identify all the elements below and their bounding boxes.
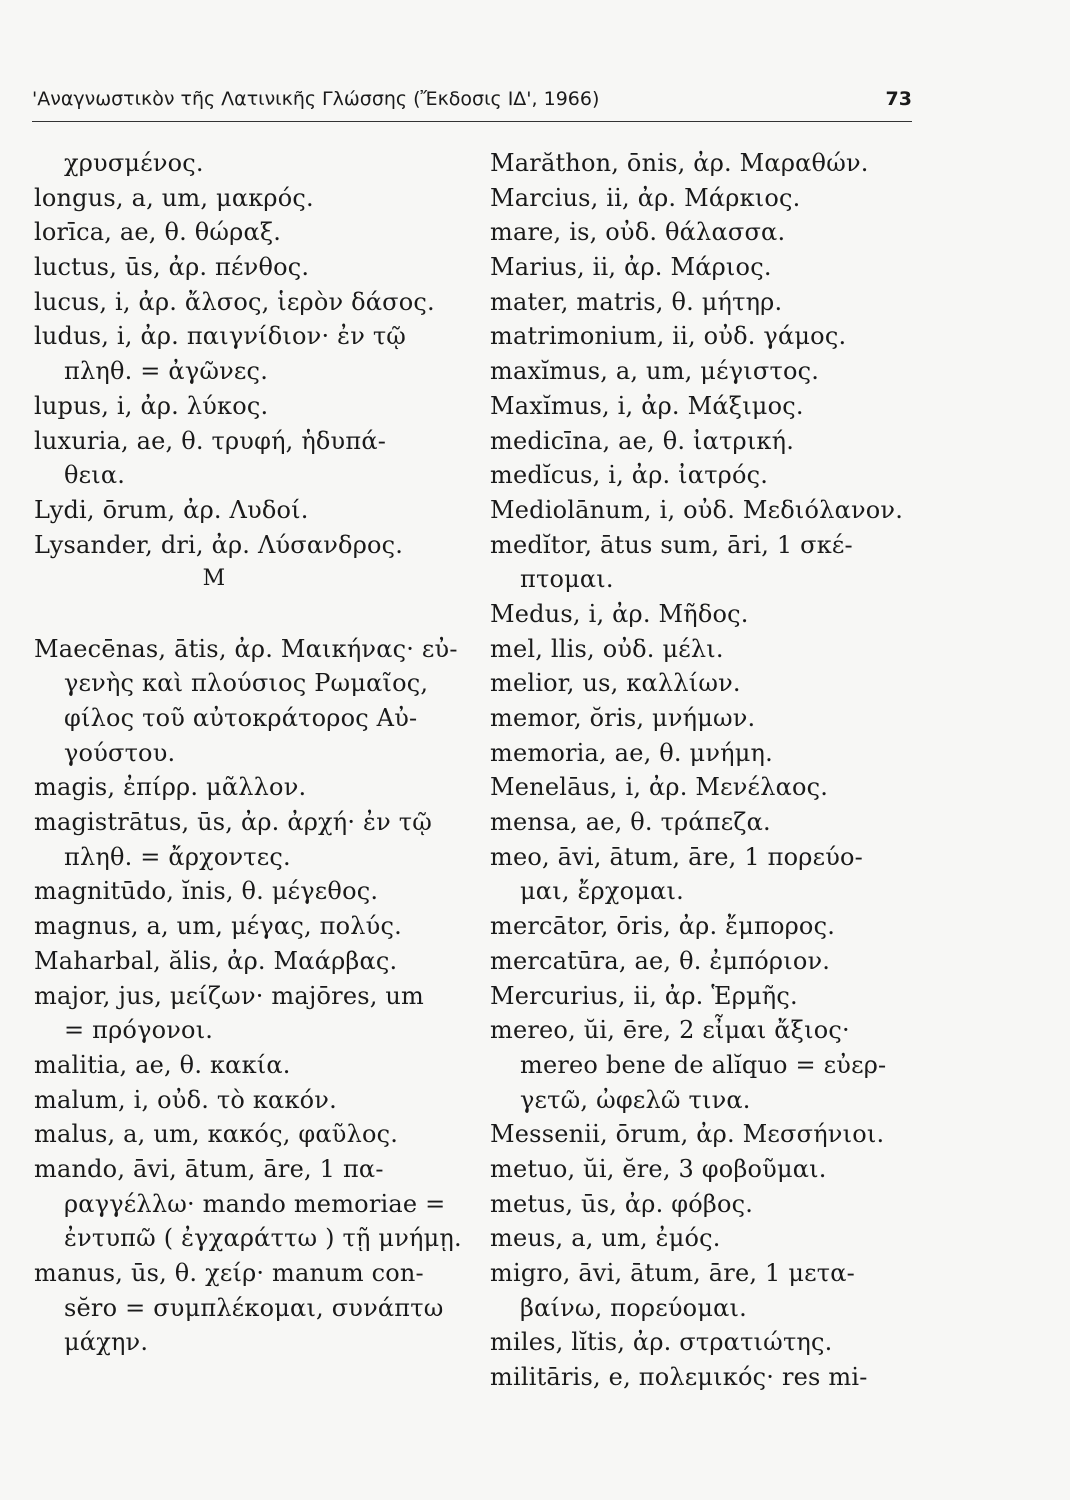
- dictionary-entry: mercatūra, ae, θ. ἐμπόριον.: [490, 946, 831, 975]
- entry-continuation: γετῶ, ὠφελῶ τινα.: [520, 1085, 751, 1114]
- section-heading: M: [202, 566, 226, 592]
- dictionary-entry: maxĭmus, a, um, μέγιστος.: [490, 357, 820, 386]
- dictionary-entry: mel, llis, οὐδ. μέλι.: [490, 634, 724, 663]
- dictionary-entry: magis, ἐπίρρ. μᾶλλον.: [34, 773, 307, 802]
- dictionary-entry: longus, a, um, μακρός.: [34, 183, 314, 212]
- page-number: 73: [885, 88, 912, 110]
- dictionary-entry: malus, a, um, κακός, φαῦλος.: [34, 1120, 399, 1149]
- dictionary-entry: meus, a, um, ἐμός.: [490, 1224, 721, 1253]
- dictionary-entry: magistrātus, ūs, ἀρ. ἀρχή· ἐν τῷ: [34, 808, 432, 837]
- dictionary-entry: lupus, i, ἀρ. λύκος.: [34, 391, 269, 420]
- dictionary-entry: migro, āvi, ātum, āre, 1 μετα-: [490, 1259, 855, 1287]
- dictionary-entry: mensa, ae, θ. τράπεζα.: [490, 808, 771, 837]
- dictionary-entry: Mediolānum, i, οὐδ. Μεδιόλανον.: [490, 495, 904, 524]
- entry-continuation: γούστου.: [64, 738, 176, 767]
- dictionary-entry: luctus, ūs, ἀρ. πένθος.: [34, 253, 310, 282]
- entry-continuation: πτομαι.: [520, 565, 614, 594]
- entry-continuation: μαι, ἔρχομαι.: [520, 877, 684, 906]
- entry-continuation: μάχην.: [64, 1328, 149, 1357]
- dictionary-entry: mando, āvi, ātum, āre, 1 πα-: [34, 1154, 384, 1183]
- entry-continuation: ἐντυπῶ ( ἐγχαράττω ) τῇ μνήμῃ.: [64, 1224, 462, 1253]
- header-rule: [32, 121, 912, 122]
- dictionary-entry: militāris, e, πολεμικός· res mi-: [490, 1363, 868, 1392]
- dictionary-entry: Marcius, ii, ἀρ. Μάρκιος.: [490, 183, 801, 212]
- running-title: 'Αναγνωστικὸν τῆς Λατινικῆς Γλώσσης (Ἔκδοσις ΙΔ', 1966): [32, 88, 600, 110]
- dictionary-entry: Medus, i, ἀρ. Μῆδος.: [490, 599, 749, 628]
- dictionary-entry: mercātor, ōris, ἀρ. ἔμπορος.: [490, 912, 836, 941]
- dictionary-entry: manus, ūs, θ. χείρ· manum con-: [34, 1259, 424, 1287]
- dictionary-entry: Maxĭmus, i, ἀρ. Μάξιμος.: [490, 391, 804, 420]
- entry-continuation: θεια.: [64, 461, 126, 490]
- dictionary-entry: ludus, i, ἀρ. παιγνίδιον· ἐν τῷ: [34, 322, 407, 351]
- dictionary-entry: meo, āvi, ātum, āre, 1 πορεύο-: [490, 842, 863, 871]
- dictionary-entry: Mercurius, ii, ἀρ. Ἑρμῆς.: [490, 981, 798, 1010]
- entry-continuation: βαίνω, πορεύομαι.: [520, 1293, 747, 1322]
- dictionary-entry: Lydi, ōrum, ἀρ. Λυδοί.: [34, 495, 309, 524]
- entry-continuation: ραγγέλλω· mando memoriae =: [64, 1189, 446, 1218]
- left-column: [34, 146, 464, 1360]
- dictionary-entry: major, jus, μείζων· majōres, um: [34, 981, 425, 1010]
- dictionary-entry: melior, us, καλλίων.: [490, 669, 741, 698]
- entry-continuation: χρυσμένος.: [64, 149, 204, 177]
- dictionary-entry: magnus, a, um, μέγας, πολύς.: [34, 912, 402, 941]
- dictionary-entry: medĭcus, i, ἀρ. ἰατρός.: [490, 461, 769, 490]
- entry-continuation: γενὴς καὶ πλούσιος Ρωμαῖος,: [64, 669, 429, 698]
- dictionary-entry: magnitūdo, ĭnis, θ. μέγεθος.: [34, 877, 379, 906]
- right-column: [490, 146, 920, 1395]
- dictionary-entry: matrimonium, ii, οὐδ. γάμος.: [490, 322, 847, 351]
- entry-continuation: φίλος τοῦ αὐτοκράτορος Αὐ-: [64, 704, 418, 732]
- entry-continuation: = πρόγονοι.: [64, 1016, 214, 1045]
- dictionary-entry: metus, ūs, ἀρ. φόβος.: [490, 1189, 754, 1218]
- dictionary-entry: medĭtor, ātus sum, āri, 1 σκέ-: [490, 530, 853, 559]
- dictionary-entry: mare, is, οὐδ. θάλασσα.: [490, 218, 786, 247]
- dictionary-entry: luxuria, ae, θ. τρυφή, ἡδυπά-: [34, 426, 387, 455]
- entry-continuation: mereo bene de alĭquo = εὐερ-: [520, 1050, 887, 1079]
- dictionary-entry: malum, i, οὐδ. τὸ κακόν.: [34, 1085, 337, 1114]
- dictionary-entry: metuo, ŭi, ĕre, 3 φοβοῦμαι.: [490, 1154, 827, 1183]
- dictionary-entry: medicīna, ae, θ. ἰατρική.: [490, 426, 795, 455]
- dictionary-entry: memor, ŏris, μνήμων.: [490, 704, 756, 732]
- entry-continuation: sĕro = συμπλέκομαι, συνάπτω: [64, 1293, 444, 1322]
- dictionary-entry: Menelāus, i, ἀρ. Μενέλαος.: [490, 773, 829, 802]
- dictionary-entry: malitia, ae, θ. κακία.: [34, 1050, 291, 1079]
- page-header: [32, 84, 912, 118]
- dictionary-entry: lucus, i, ἀρ. ἄλσος, ἱερὸν δάσος.: [34, 287, 435, 316]
- dictionary-entry: lorīca, ae, θ. θώραξ.: [34, 218, 282, 247]
- dictionary-entry: memoria, ae, θ. μνήμη.: [490, 738, 773, 767]
- dictionary-entry: mereo, ŭi, ēre, 2 εἶμαι ἄξιος·: [490, 1016, 850, 1045]
- dictionary-entry: Maharbal, ălis, ἀρ. Μαάρβας.: [34, 946, 398, 975]
- dictionary-entry: Marăthon, ōnis, ἀρ. Μαραθών.: [490, 149, 869, 177]
- entry-continuation: πληθ. = ἄρχοντες.: [64, 842, 291, 871]
- dictionary-entry: Messenii, ōrum, ἀρ. Μεσσήνιοι.: [490, 1120, 885, 1149]
- blank-line: [34, 597, 464, 632]
- dictionary-entry: mater, matris, θ. μήτηρ.: [490, 287, 783, 316]
- dictionary-entry: Marius, ii, ἀρ. Μάριος.: [490, 253, 772, 282]
- entry-continuation: πληθ. = ἀγῶνες.: [64, 357, 269, 386]
- dictionary-entry: Maecēnas, ātis, ἀρ. Μαικήνας· εὐ-: [34, 634, 458, 663]
- dictionary-entry: Lysander, dri, ἀρ. Λύσανδρος.: [34, 530, 404, 559]
- dictionary-entry: miles, lĭtis, ἀρ. στρατιώτης.: [490, 1328, 833, 1357]
